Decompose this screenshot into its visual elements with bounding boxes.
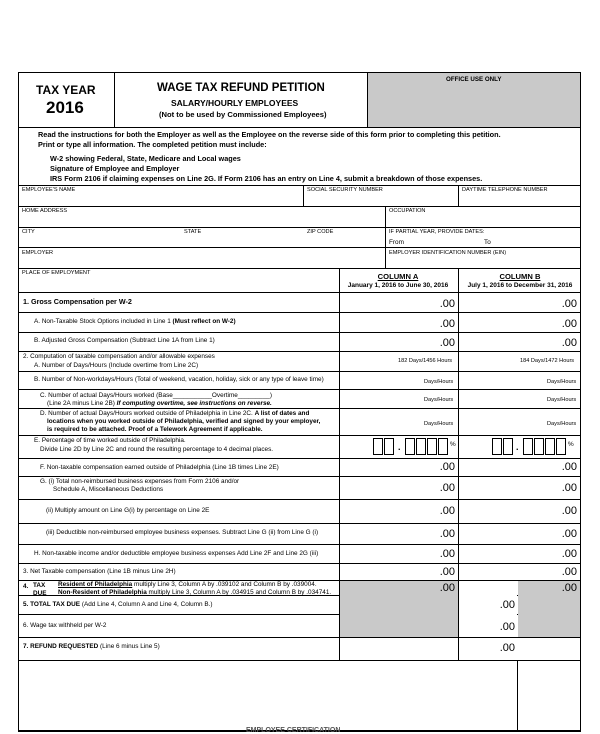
line-2d-label: D. Number of actual Days/Hours worked outside of Philadelphia in Line 2C. A list of dates and [40, 410, 310, 417]
pct-digit-box[interactable] [405, 438, 415, 455]
pct-decimal-point: . [516, 442, 519, 452]
line-2c-col-b-unit: Days/Hours [547, 397, 577, 403]
divider [18, 637, 581, 638]
amount-1a-col-b[interactable]: .00 [561, 318, 577, 330]
divider [18, 458, 581, 459]
line-2c-note: (Line 2A minus Line 2B) If computing overtime, see instructions on reverse. [47, 400, 272, 407]
line-1a-label: A. Non-Taxable Stock Options included in Line 1 (Must reflect on W-2) [34, 318, 236, 325]
column-b-dates: July 1, 2016 to December 31, 2016 [467, 282, 573, 289]
amount-4-col-b[interactable]: .00 [561, 582, 577, 594]
divider [18, 563, 581, 564]
line-2g-i-label: G. (i) Total non-reimbursed business expenses from Form 2106 and/or [40, 478, 240, 485]
line-2f-label: F. Non-taxable compensation earned outside of Philadelphia (Line 1B times Line 2E) [40, 464, 279, 471]
line-4-tax: TAX [33, 582, 46, 589]
pct-digit-box[interactable] [438, 438, 448, 455]
line-2c-col-a-unit: Days/Hours [424, 397, 454, 403]
line-2d-col-a-unit: Days/Hours [424, 421, 454, 427]
pct-digit-box[interactable] [556, 438, 566, 455]
amount-2giii-col-b[interactable]: .00 [561, 528, 577, 540]
amount-7-refund[interactable]: .00 [499, 642, 515, 654]
divider [18, 476, 581, 477]
instructions-item3: IRS Form 2106 if claiming expenses on Line 2G. If Form 2106 has an entry on Line 4, submit a breakdown of those expenses. [50, 174, 483, 183]
column-a-dates: January 1, 2016 to June 30, 2016 [347, 282, 449, 289]
from-label: From [389, 239, 404, 246]
city-label: CITY [22, 229, 35, 235]
amount-1b-col-b[interactable]: .00 [561, 337, 577, 349]
ein-label: EMPLOYER IDENTIFICATION NUMBER (EIN) [389, 250, 507, 256]
pct-digit-box[interactable] [384, 438, 394, 455]
amount-2giii-col-a[interactable]: .00 [439, 528, 455, 540]
amount-4-col-a[interactable]: .00 [439, 582, 455, 594]
amount-3-col-b[interactable]: .00 [561, 566, 577, 578]
divider [18, 408, 581, 409]
pct-digit-box[interactable] [416, 438, 426, 455]
line-2g-i-note: Schedule A, Miscellaneous Deductions [53, 486, 164, 493]
pct-sign: % [568, 441, 574, 448]
form-subtitle: SALARY/HOURLY EMPLOYEES [171, 98, 299, 108]
employee-certification-heading: EMPLOYEE CERTIFICATION [246, 727, 341, 734]
to-label: To [484, 239, 491, 246]
divider [18, 389, 581, 390]
divider [18, 351, 581, 352]
amount-2f-col-b[interactable]: .00 [561, 461, 577, 473]
divider [18, 292, 581, 293]
pct-digit-box[interactable] [534, 438, 544, 455]
employee-name-label: EMPLOYEE'S NAME [22, 187, 76, 193]
amount-1-col-a[interactable]: .00 [439, 298, 455, 310]
pct-digit-box[interactable] [545, 438, 555, 455]
pct-sign: % [450, 441, 456, 448]
employer-label: EMPLOYER [22, 250, 54, 256]
line-1b-label: B. Adjusted Gross Compensation (Subtract Line 1A from Line 1) [34, 337, 215, 344]
form-note: (Not to be used by Commissioned Employees) [159, 110, 327, 119]
form-title: WAGE TAX REFUND PETITION [157, 82, 325, 94]
divider [18, 544, 581, 545]
divider [18, 312, 581, 313]
amount-1b-col-a[interactable]: .00 [439, 337, 455, 349]
line-2a-col-b: 184 Days/1472 Hours [520, 358, 575, 364]
city-field[interactable] [19, 235, 179, 246]
line-2d-col-b-unit: Days/Hours [547, 421, 577, 427]
divider [18, 268, 581, 269]
tax-year-label: TAX YEAR [36, 83, 96, 97]
zip-label: ZIP CODE [307, 229, 334, 235]
line-4-number: 4. [23, 583, 29, 590]
tax-year-value: 2016 [46, 98, 84, 117]
column-b-title: COLUMN B [499, 272, 541, 281]
amount-2f-col-a[interactable]: .00 [439, 461, 455, 473]
phone-field[interactable] [459, 194, 580, 205]
ein-field[interactable] [386, 256, 580, 267]
occupation-field[interactable] [386, 215, 580, 226]
divider [517, 660, 518, 730]
line-2a-label: A. Number of Days/Hours (Include overtime from Line 2C) [34, 362, 199, 369]
office-use-label: OFFICE USE ONLY [446, 76, 502, 83]
line-2d-note-2: is required to be attached. Proof of a Telework Agreement if applicable. [47, 426, 263, 433]
state-label: STATE [184, 229, 202, 235]
from-date-field[interactable] [408, 238, 480, 247]
pct-digit-box[interactable] [373, 438, 383, 455]
divider [18, 523, 581, 524]
amount-6-withheld[interactable]: .00 [499, 621, 515, 633]
line-7-label: 7. REFUND REQUESTED (Line 6 minus Line 5) [23, 643, 160, 650]
refund-petition-form [18, 72, 581, 734]
zip-field[interactable] [304, 235, 384, 246]
employee-name-field[interactable] [19, 194, 302, 205]
amount-2h-col-b[interactable]: .00 [561, 548, 577, 560]
pct-digit-box[interactable] [492, 438, 502, 455]
ssn-field[interactable] [304, 194, 457, 205]
line-2-label: 2. Computation of taxable compensation and/or allowable expenses [23, 353, 215, 360]
divider [18, 206, 581, 207]
employer-field[interactable] [19, 256, 384, 267]
occupation-label: OCCUPATION [389, 208, 426, 214]
place-of-employment-label: PLACE OF EMPLOYMENT [22, 270, 91, 276]
place-of-employment-field[interactable] [19, 277, 339, 287]
line-2d-note-1: locations when you worked outside of Philadelphia, verified and signed by your employer, [47, 418, 321, 425]
partial-year-label: IF PARTIAL YEAR, PROVIDE DATES: [389, 229, 485, 235]
amount-5-total-tax[interactable]: .00 [499, 599, 515, 611]
divider [18, 127, 581, 128]
instructions-line1: Read the instructions for both the Employer as well as the Employee on the reverse side of this form prior to completing this petition. [38, 130, 501, 139]
line-2b-col-a-unit: Days/Hours [424, 379, 454, 385]
pct-digit-box[interactable] [523, 438, 533, 455]
amount-2gii-col-a[interactable]: .00 [439, 505, 455, 517]
instructions-line2: Print or type all information. The completed petition must include: [38, 140, 267, 149]
line-5-label: 5. TOTAL TAX DUE (Add Line 4, Column A and Line 4, Column B.) [23, 601, 213, 608]
line-4-due: DUE [33, 590, 47, 597]
amount-1-col-b[interactable]: .00 [561, 298, 577, 310]
divider [18, 227, 581, 228]
amount-2gii-col-b[interactable]: .00 [561, 505, 577, 517]
divider [18, 332, 581, 333]
divider [18, 247, 581, 248]
column-a-title: COLUMN A [377, 272, 419, 281]
to-date-field[interactable] [496, 238, 576, 247]
pct-digit-box[interactable] [427, 438, 437, 455]
amount-2h-col-a[interactable]: .00 [439, 548, 455, 560]
line-3-label: 3. Net Taxable compensation (Line 1B minus Line 2H) [23, 568, 176, 575]
ssn-label: SOCIAL SECURITY NUMBER [307, 187, 383, 193]
line-2h-label: H. Non-taxable income and/or deductible employee business expenses Add Line 2F and Line 2G (iii) [34, 550, 319, 557]
line-2c-label: C. Number of actual Days/Hours worked (Base___________Overtime_________) [40, 392, 272, 399]
state-field[interactable] [181, 235, 301, 246]
divider [18, 371, 581, 372]
line-6-label: 6. Wage tax withheld per W-2 [23, 622, 107, 629]
home-address-label: HOME ADDRESS [22, 208, 68, 214]
amount-1a-col-a[interactable]: .00 [439, 318, 455, 330]
instructions-item2: Signature of Employee and Employer [50, 164, 180, 173]
phone-label: DAYTIME TELEPHONE NUMBER [462, 187, 548, 193]
line-2e-label: E. Percentage of time worked outside of Philadelphia. [34, 437, 186, 444]
divider [18, 660, 581, 661]
divider [18, 435, 581, 436]
pct-digit-box[interactable] [503, 438, 513, 455]
divider [114, 72, 115, 128]
pct-decimal-point: . [398, 442, 401, 452]
line-2a-col-a: 182 Days/1456 Hours [398, 358, 453, 364]
line-4-resident: Resident of Philadelphia multiply Line 3, Column A by .039102 and Column B by .039004. [58, 581, 317, 588]
amount-2gi-col-a[interactable]: .00 [439, 482, 455, 494]
line-4-non-resident: Non-Resident of Philadelphia multiply Line 3, Column A by .034915 and Column B by .034741. [58, 589, 332, 596]
instructions-item1: W-2 showing Federal, State, Medicare and Local wages [50, 154, 241, 163]
divider [18, 499, 581, 500]
line-2g-ii-label: (ii) Multiply amount on Line G(i) by percentage on Line 2E [46, 507, 210, 514]
line-2e-note: Divide Line 2D by Line 2C and round the resulting percentage to 4 decimal places. [40, 446, 274, 453]
amount-3-col-a[interactable]: .00 [439, 566, 455, 578]
divider [18, 185, 581, 186]
line-2b-label: B. Number of Non-workdays/Hours (Total of weekend, vacation, holiday, sick or any type of leave time) [34, 376, 324, 383]
line-1-label: 1. Gross Compensation per W-2 [23, 297, 132, 306]
amount-2gi-col-b[interactable]: .00 [561, 482, 577, 494]
line-2g-iii-label: (iii) Deductible non-reimbursed employee business expenses. Subtract Line G (ii) from Line G (i) [46, 529, 319, 536]
home-address-field[interactable] [19, 215, 384, 226]
line-2b-col-b-unit: Days/Hours [547, 379, 577, 385]
